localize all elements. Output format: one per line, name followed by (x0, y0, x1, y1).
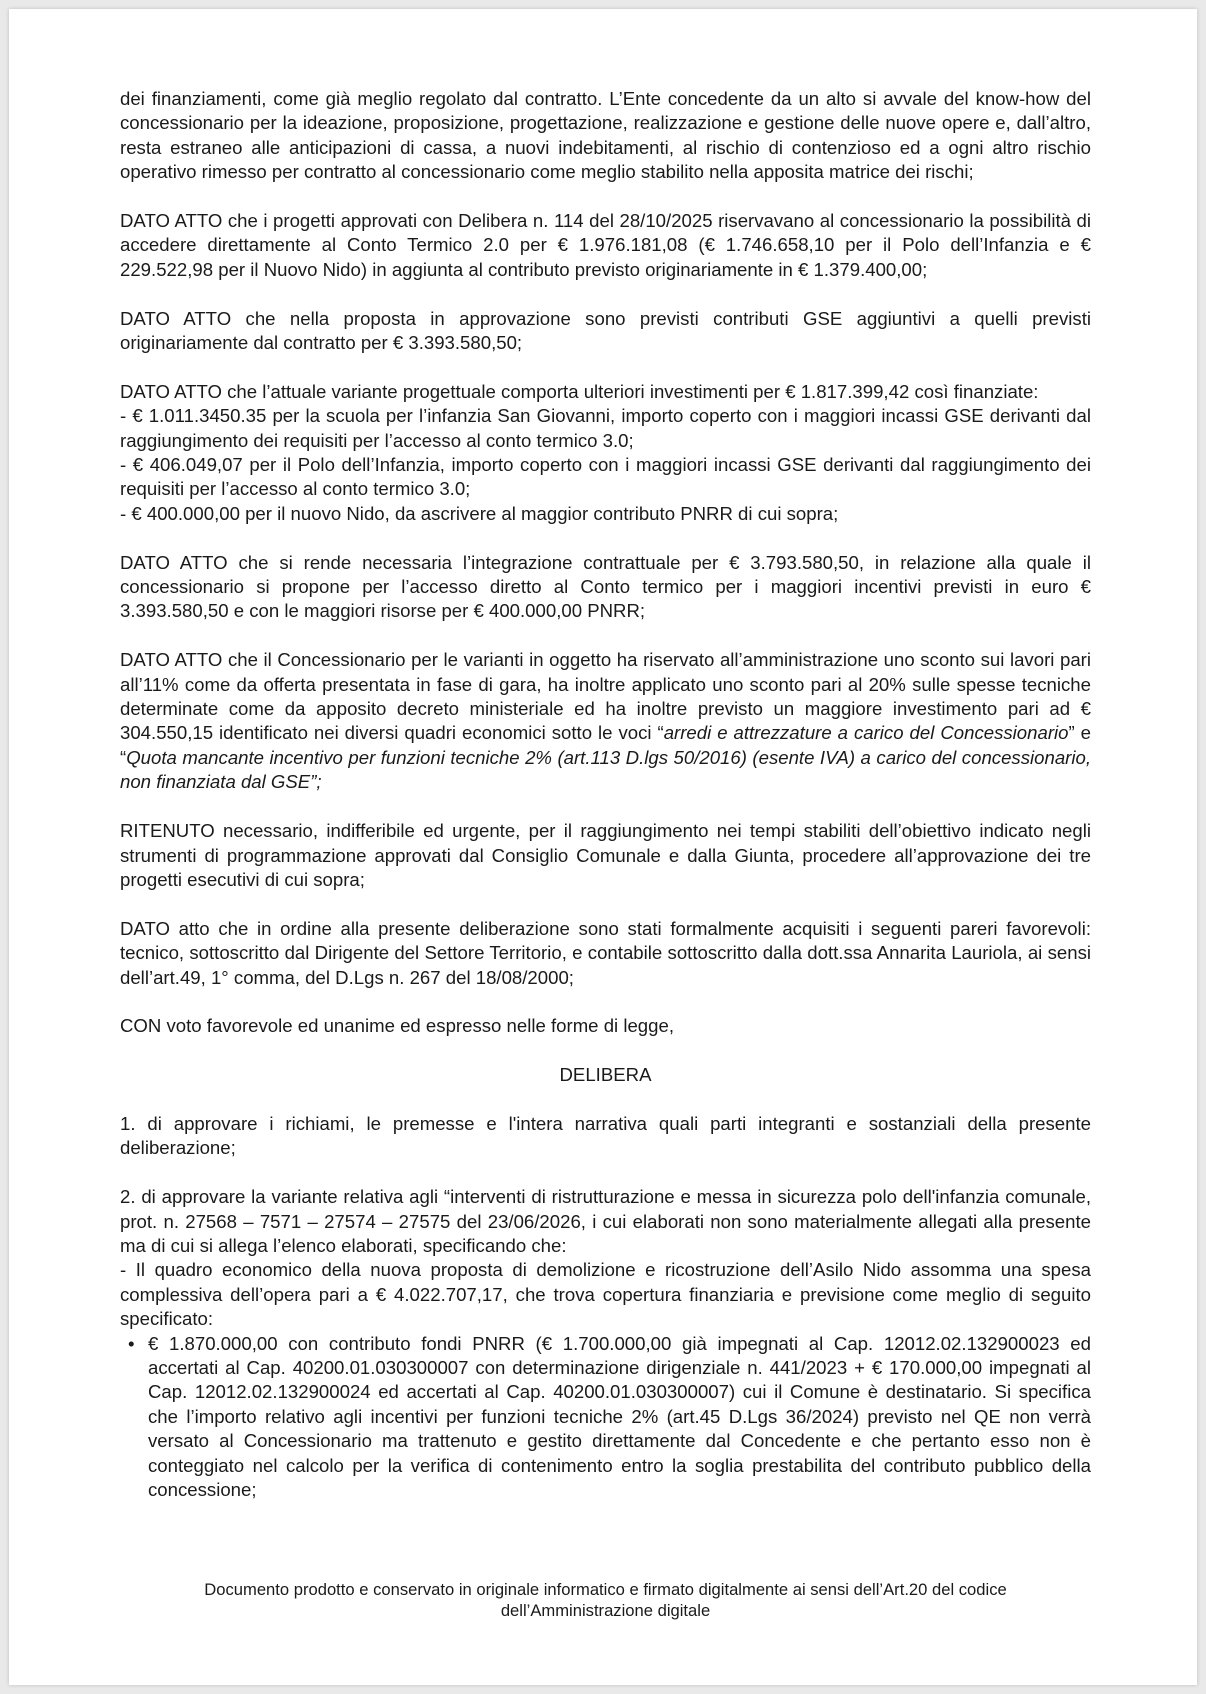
paragraph-dato-atto-5-joiner: ” e “ (120, 722, 1092, 768)
paragraph-quadro-economico: - Il quadro economico della nuova proposta di demolizione e ricostruzione dell’Asilo Nido assomma una spesa complessiva dell’opera pari a € 4.022.707,17, che trova copertura finanziaria e previsione come meglio di seguito specificato: (120, 1259, 1091, 1330)
paragraph-dato-atto-3: DATO ATTO che l’attuale variante progettuale comporta ulteriori investimenti per € 1.817.399,42 così finanziate: (120, 380, 1039, 402)
list-item-funding-3: - € 400.000,00 per il nuovo Nido, da ascrivere al maggior contributo PNRR di cui sopra; (120, 502, 839, 524)
paragraph-point-1: 1. di approvare i richiami, le premesse e l'intera narrativa quali parti integranti e sostanziali della presente deliberazione; (120, 1112, 1091, 1159)
paragraph-dato-atto-6: DATO atto che in ordine alla presente deliberazione sono stati formalmente acquisiti i seguenti pareri favorevoli: tecnico, sottoscritto dal Dirigente del Settore Territorio, e contabile sottoscritto dalla dott.ssa Annarita Lauriola, ai sensi dell’art.49, 1° comma, del D.Lgs n. 267 del 18/08/2000; (120, 917, 1091, 988)
paragraph-dato-atto-5 (120, 648, 1091, 794)
delibera-heading: DELIBERA (559, 1064, 652, 1086)
list-item-funding-1: - € 1.011.3450.35 per la scuola per l’infanzia San Giovanni, importo coperto con i maggiori incassi GSE derivanti dal raggiungimento dei requisiti per l’accesso al conto termico 3.0; (120, 405, 1091, 451)
paragraph-dato-atto-4: DATO ATTO che si rende necessaria l’integrazione contrattuale per € 3.793.580,50, in relazione alla quale il concessionario si propone per l’accesso diretto al Conto termico per i maggiori incentivi previsti in euro € 3.393.580,50 e con le maggiori risorse per € 400.000,00 PNRR; (120, 551, 1091, 622)
paragraph-ritenuto: RITENUTO necessario, indifferibile ed urgente, per il raggiungimento nei tempi stabiliti dell’obiettivo indicato negli strumenti di programmazione approvati dal Consiglio Comunale e dalla Giunta, procedere all’approvazione dei tre progetti esecutivi di cui sopra; (120, 820, 1091, 890)
paragraph-dato-atto-2: DATO ATTO che nella proposta in approvazione sono previsti contributi GSE aggiuntivi a quelli previsti originariamente dal contratto per € 3.393.580,50; (120, 307, 1091, 354)
paragraph-point-2: 2. di approvare la variante relativa agli “interventi di ristrutturazione e messa in sicurezza polo dell'infanzia comunale, prot. n. 27568 – 7571 – 27574 – 27575 del 23/06/2026, i cui elaborati non sono materialmente allegati alla presente ma di cui si allega l’elenco elaborati, specificando che: (120, 1186, 1091, 1256)
paragraph-con-voto: CON voto favorevole ed unanime ed espresso nelle forme di legge, (120, 1015, 674, 1037)
bullet-item-pnrr (120, 1332, 1091, 1503)
bullet-mark: • (128, 1332, 135, 1354)
list-item-funding-2: - € 406.049,07 per il Polo dell’Infanzia, importo coperto con i maggiori incassi GSE derivanti dal raggiungimento dei requisiti per l’accesso al conto termico 3.0; (120, 454, 1091, 500)
document-page (9, 9, 1197, 1685)
document-body (120, 87, 1091, 1502)
paragraph-intro: dei finanziamenti, come già meglio regolato dal contratto. L’Ente concedente da un alto si avvale del know-how del concessionario per la ideazione, proposizione, progettazione, realizzazione e gestione delle nuove opere e, dall’altro, resta estraneo alle anticipazioni di cassa, a nuovi indebitamenti, al rischio di contenzioso ed a ogni altro rischio operativo rimesso per contratto al concessionario come meglio stabilito nella apposita matrice dei rischi; (120, 88, 1091, 183)
paragraph-dato-atto-1: DATO ATTO che i progetti approvati con Delibera n. 114 del 28/10/2025 riservavano al concessionario la possibilità di accedere direttamente al Conto Termico 2.0 per € 1.976.181,08 (€ 1.746.658,10 per il Polo dell’Infanzia e € 229.522,98 per il Nuovo Nido) in aggiunta al contributo previsto originariamente in € 1.379.400,00; (120, 210, 1091, 280)
paragraph-dato-atto-5-text: DATO ATTO che il Concessionario per le varianti in oggetto ha riservato all’amministrazione uno sconto sui lavori pari all’11% come da offerta presentata in fase di gara, ha inoltre applicato uno sconto pari al 20% sulle spesse tecniche determinate come da apposito decreto ministeriale ed ha inoltre previsto un maggiore investimento pari ad € 304.550,15 identificato nei diversi quadri economici sotto le voci “ (120, 649, 1091, 744)
footer-line-1: Documento prodotto e conservato in originale informatico e firmato digitalmente ai sensi dell’Art.20 del codice (204, 1580, 1007, 1599)
footer-line-2: dell’Amministrazione digitale (500, 1601, 711, 1620)
bullet-item-text: € 1.870.000,00 con contributo fondi PNRR (€ 1.700.000,00 già impegnati al Cap. 12012.02.132900023 ed accertati al Cap. 40200.01.030300007 con determinazione dirigenziale n. 441/2023 + € 170.000,00 impegnati al Cap. 12012.02.132900024 ed accertati al Cap. 40200.01.030300007) cui il Comune è destinatario. Si specifica che l’importo relativo agli incentivi per funzioni tecniche 2% (art.45 D.Lgs 36/2024) previsto nel QE non verrà versato al Concessionario ma trattenuto e gestito direttamente dal Concedente e che pertanto esso non è conteggiato nel calcolo per la verifica di contenimento entro la soglia prestabilita del contributo pubblico della concessione; (148, 1332, 1091, 1500)
page-footer (120, 1579, 1091, 1621)
italic-quota-mancante: Quota mancante incentivo per funzioni tecniche 2% (art.113 D.lgs 50/2016) (esente IVA) a carico del concessionario, non finanziata dal GSE”; (120, 746, 1091, 793)
italic-arredi: arredi e attrezzature a carico del Concessionario (663, 722, 1069, 744)
